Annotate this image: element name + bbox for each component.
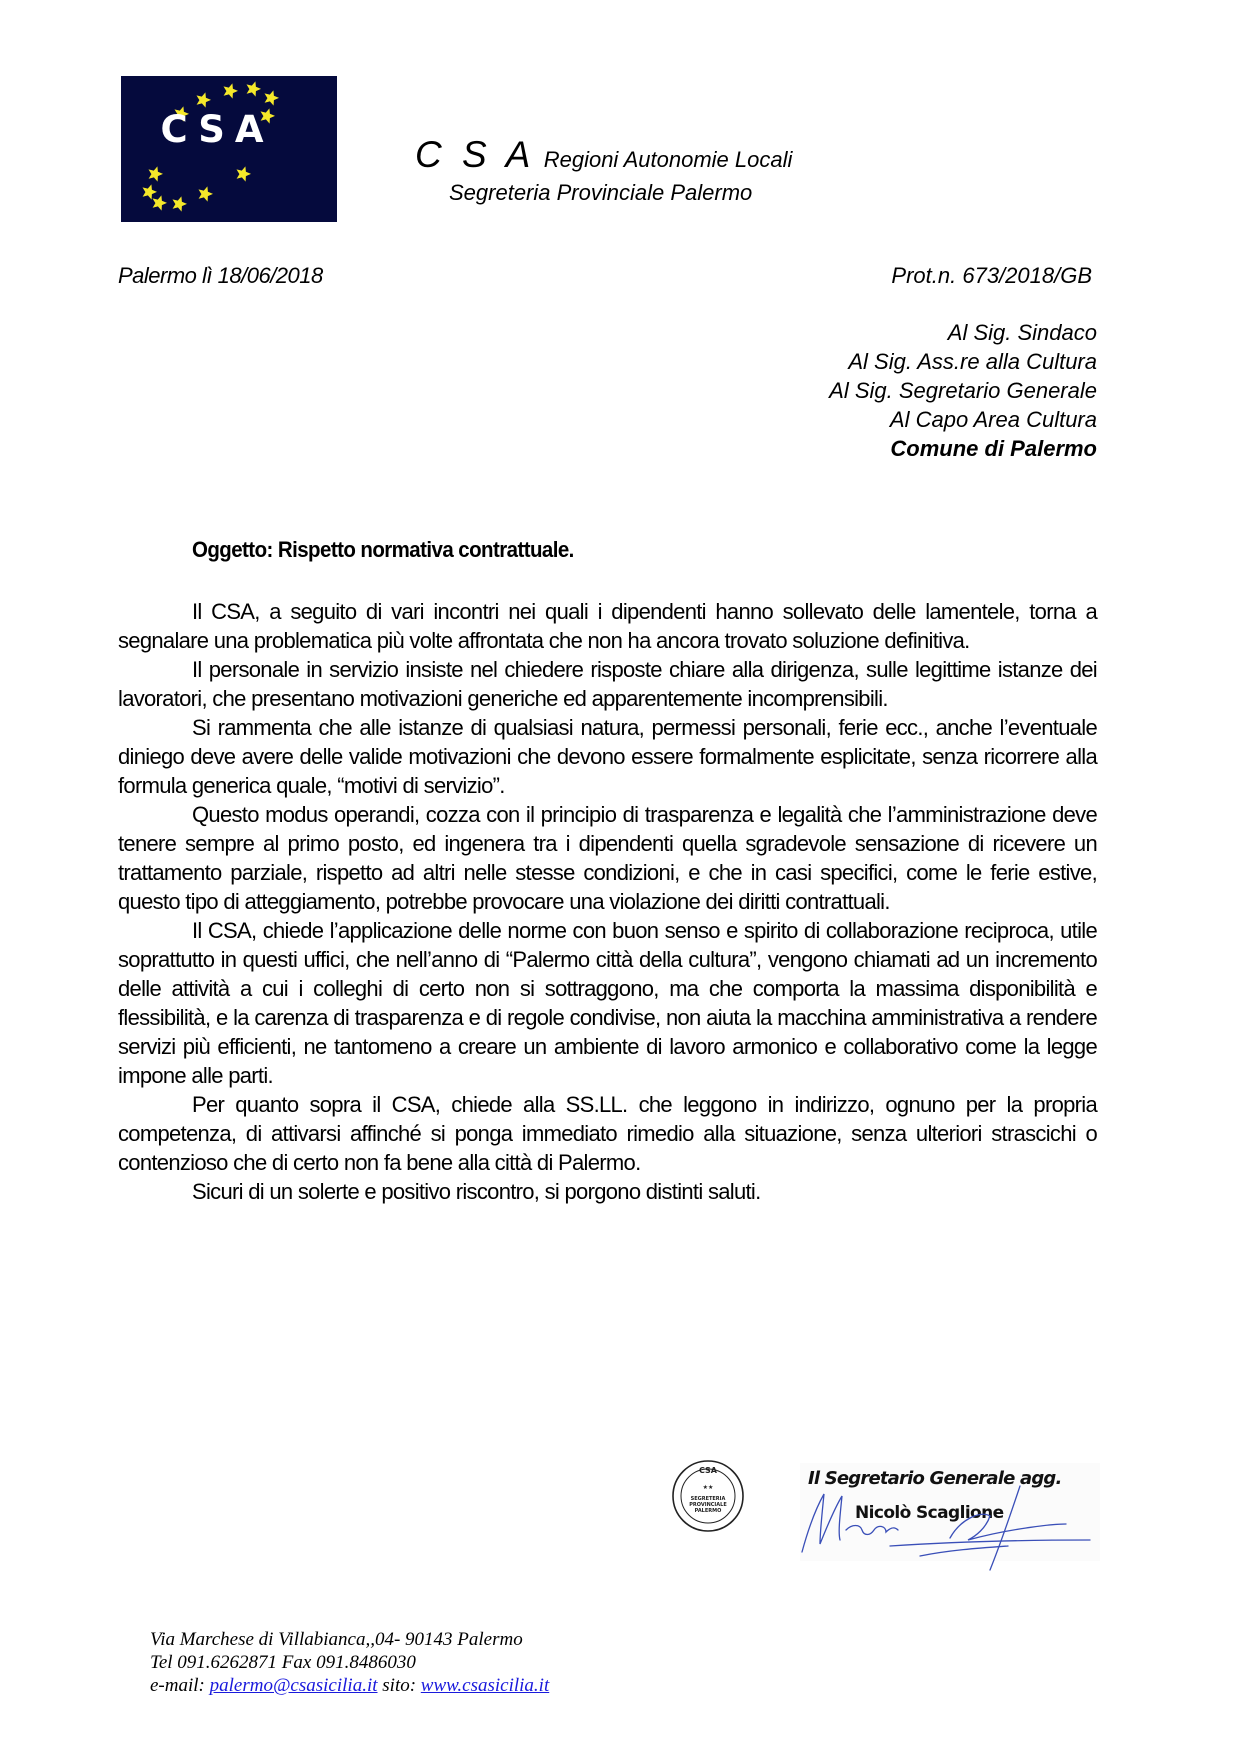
body-paragraph: Questo modus operandi, cozza con il principio di trasparenza e legalità che l’amministrazione deve tenere sempre al primo posto, ed ingenera tra i dipendenti quella sgradevole sensazione di ricevere un trattamento parziale, rispetto ad altri nelle stesse condizioni, e che in casi specifici, come le ferie estive, questo tipo di atteggiamento, potrebbe provocare una violazione dei diritti contrattuali.	[118, 802, 1097, 914]
body-paragraph: Il personale in servizio insiste nel chiedere risposte chiare alla dirigenza, sulle legittime istanze dei lavoratori, che presentano motivazioni generiche ed apparentemente incomprensibili.	[118, 657, 1097, 711]
star-icon	[149, 166, 164, 181]
star-icon	[237, 166, 252, 181]
star-icon	[265, 90, 280, 105]
org-subtitle: Regioni Autonomie Locali	[543, 147, 793, 172]
recipient-organization: Comune di Palermo	[890, 436, 1097, 461]
star-icon	[153, 195, 168, 210]
site-label: sito:	[382, 1675, 417, 1696]
recipients-block	[829, 318, 1097, 463]
star-icon	[197, 92, 212, 107]
stamp-top-text: CSA	[699, 1466, 717, 1475]
subject-line: Oggetto: Rispetto normativa contrattuale.	[192, 537, 574, 562]
stamp-line: PROVINCIALE	[689, 1502, 727, 1508]
body-paragraph: Sicuri di un solerte e positivo riscontro, si porgono distinti saluti.	[192, 1179, 761, 1204]
recipient: Al Sig. Ass.re alla Cultura	[848, 349, 1097, 374]
protocol-number: Prot.n. 673/2018/GB	[891, 263, 1092, 288]
body-paragraph: Si rammenta che alle istanze di qualsiasi natura, permessi personali, ferie ecc., anche l’eventuale diniego deve avere delle valide motivazioni che devono essere formalmente esplicitate, senza ricorrere alla formula generica quale, “motivi di servizio”.	[118, 715, 1097, 798]
star-icon	[173, 196, 188, 211]
star-icon	[199, 186, 214, 201]
star-icon	[247, 81, 262, 96]
footer-phone-fax: Tel 091.6262871 Fax 091.8486030	[150, 1652, 416, 1673]
star-icon	[143, 184, 158, 199]
signatory-name: Nicolò Scaglione	[855, 1503, 1004, 1523]
official-stamp	[671, 1459, 745, 1533]
recipient: Al Capo Area Cultura	[889, 407, 1097, 432]
website-link[interactable]: www.csasicilia.it	[420, 1675, 550, 1696]
signatory-title: Il Segretario Generale agg.	[808, 1468, 1062, 1489]
org-name: C S A	[415, 134, 536, 175]
letter-footer	[150, 1628, 549, 1697]
place-date: Palermo lì 18/06/2018	[118, 263, 323, 288]
stamp-star-mark: ★★	[702, 1484, 714, 1491]
org-header	[415, 134, 792, 176]
handwritten-signature	[790, 1480, 1110, 1580]
csa-logo	[121, 76, 337, 222]
star-icon	[224, 83, 239, 98]
body-paragraph: Il CSA, a seguito di vari incontri nei quali i dipendenti hanno sollevato delle lamentele, torna a segnalare una problematica più volte affrontata che non ha ancora trovato soluzione definitiva.	[118, 599, 1097, 653]
org-secretariat: Segreteria Provinciale Palermo	[449, 180, 753, 205]
recipient: Al Sig. Segretario Generale	[829, 378, 1097, 403]
letter-body	[118, 597, 1097, 1206]
logo-text: CSA	[160, 108, 274, 151]
email-link[interactable]: palermo@csasicilia.it	[209, 1675, 378, 1696]
email-label: e-mail:	[150, 1675, 205, 1696]
body-paragraph: Per quanto sopra il CSA, chiede alla SS.LL. che leggono in indirizzo, ognuno per la propria competenza, di attivarsi affinché si ponga immediato rimedio alla situazione, senza ulteriori strascichi o contenzioso che di certo non fa bene alla città di Palermo.	[118, 1092, 1097, 1175]
stamp-line: PALERMO	[694, 1508, 722, 1514]
footer-contacts	[150, 1674, 549, 1697]
recipient: Al Sig. Sindaco	[947, 320, 1097, 345]
footer-address: Via Marchese di Villabianca,,04- 90143 Palermo	[150, 1629, 523, 1650]
body-paragraph: Il CSA, chiede l’applicazione delle norme con buon senso e spirito di collaborazione reciproca, utile soprattutto in questi uffici, che nell’anno di “Palermo città della cultura”, vengono chiamati ad un incremento delle attività a cui i colleghi di certo non si sottraggono, ma che comporta la massima disponibilità e flessibilità, e la carenza di trasparenza e di regole condivise, non aiuta la macchina amministrativa a rendere servizi più efficienti, ne tantomeno a creare un ambiente di lavoro armonico e collaborativo come la legge impone alle parti.	[118, 918, 1097, 1088]
stamp-line: SEGRETERIA	[690, 1496, 726, 1502]
